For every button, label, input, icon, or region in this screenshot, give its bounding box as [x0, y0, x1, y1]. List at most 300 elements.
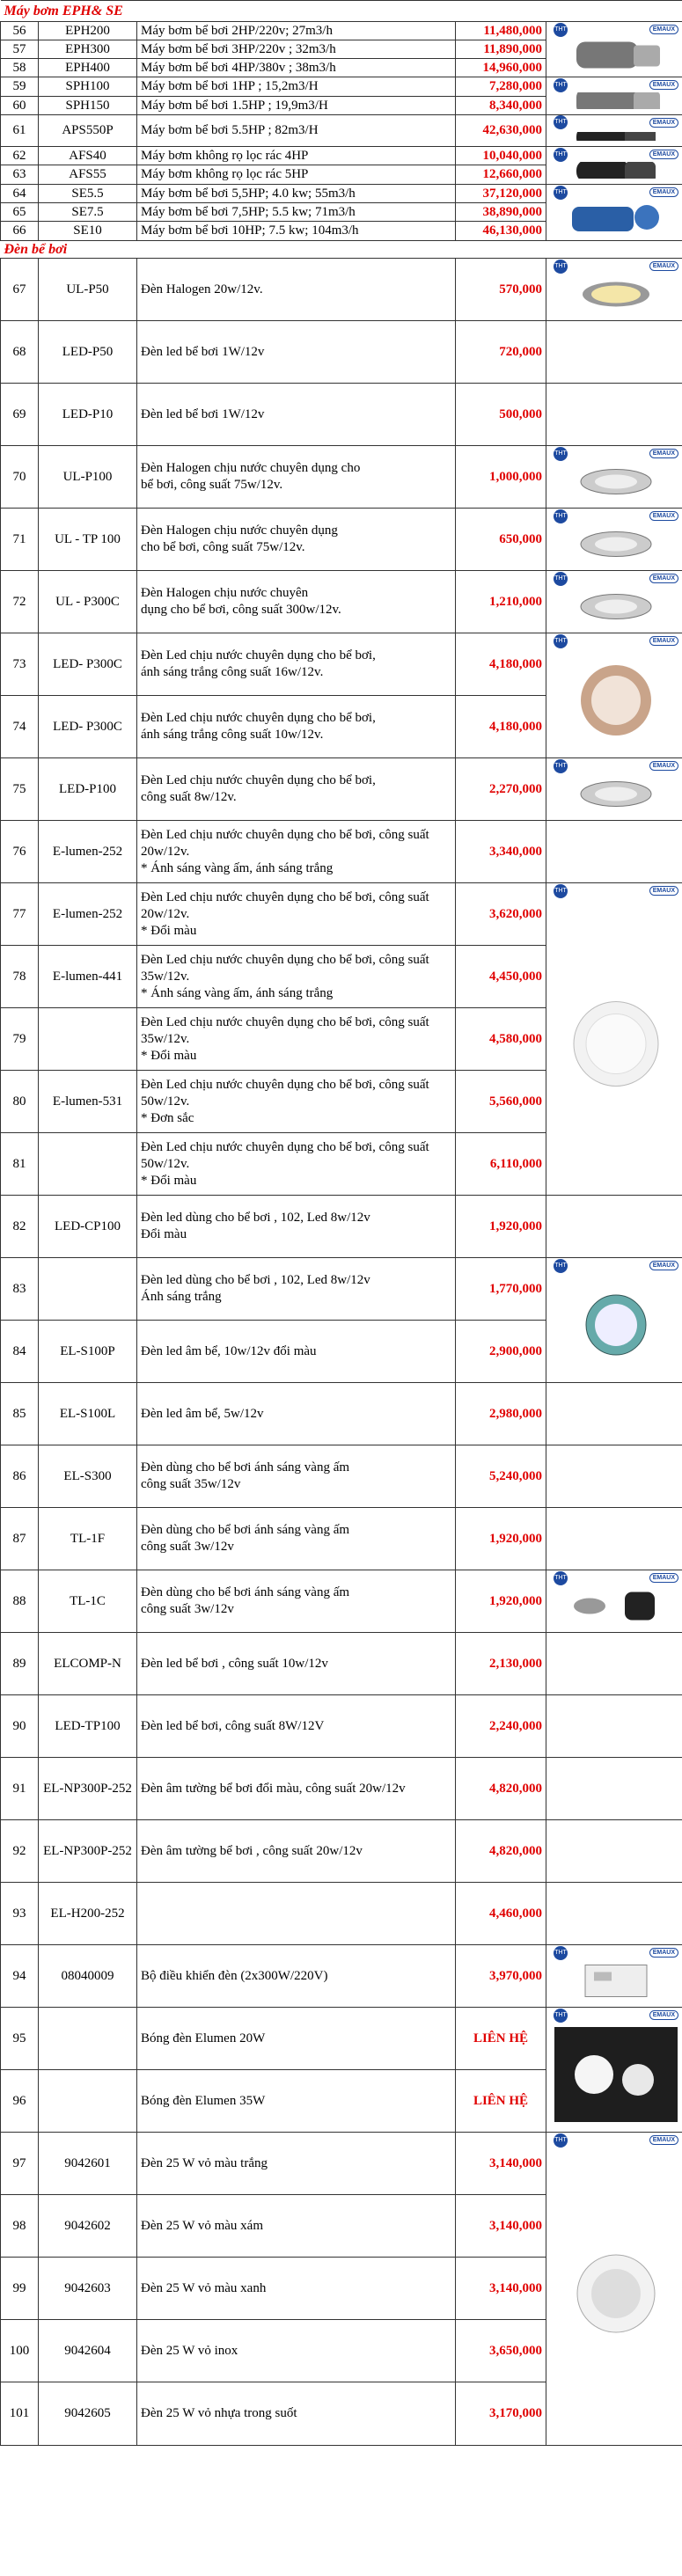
row-number: 89	[1, 1633, 39, 1695]
row-number: 92	[1, 1820, 39, 1883]
description-line: 20w/12v.	[141, 844, 190, 859]
table-row	[1, 633, 682, 696]
product-price: 11,890,000	[456, 40, 546, 59]
table-row	[1, 1508, 682, 1570]
light-copper-product-image	[550, 634, 682, 756]
product-description	[137, 883, 456, 946]
product-description: Máy bơm bể bơi 5,5HP; 4.0 kw; 55m3/h	[137, 185, 456, 203]
pump-grey-product-image	[550, 78, 682, 113]
pump-grey-illustration	[550, 92, 682, 109]
description-line: công suất 8w/12v.	[141, 790, 237, 804]
light-dome-illustration	[550, 274, 682, 315]
tht-logo: THT	[554, 2009, 568, 2023]
tht-logo: THT	[554, 884, 568, 898]
table-row	[1, 1820, 682, 1883]
brand-logos	[550, 634, 682, 648]
product-image-cell	[546, 1945, 682, 2008]
product-code: LED-CP100	[39, 1196, 137, 1258]
emaux-logo: EMAUX	[649, 886, 678, 896]
product-description: Máy bơm không rọ lọc rác 5HP	[137, 165, 456, 185]
row-number: 79	[1, 1008, 39, 1071]
product-description: Máy bơm bể bơi 2HP/220v; 27m3/h	[137, 22, 456, 40]
description-line: ánh sáng trắng công suất 16w/12v.	[141, 665, 324, 679]
product-image-cell	[546, 1633, 682, 1695]
description-line: Đèn Led chịu nước chuyên dụng cho bể bơi, công suất	[141, 827, 429, 842]
product-description	[137, 1258, 456, 1321]
description-line: 20w/12v.	[141, 906, 190, 921]
product-price: 5,560,000	[456, 1071, 546, 1133]
product-price: 4,580,000	[456, 1008, 546, 1071]
product-description	[137, 633, 456, 696]
product-price: 1,920,000	[456, 1570, 546, 1633]
product-code: SE7.5	[39, 203, 137, 222]
pump-grey-illustration	[550, 37, 682, 71]
emaux-logo: EMAUX	[649, 25, 678, 34]
product-code: SE10	[39, 222, 137, 241]
product-description	[137, 1321, 456, 1383]
table-row	[1, 384, 682, 446]
row-number: 65	[1, 203, 39, 222]
brand-logos	[550, 1946, 682, 1960]
description-line: Đèn led dùng cho bể bơi , 102, Led 8w/12v	[141, 1273, 370, 1287]
row-number: 58	[1, 59, 39, 77]
description-line: Đèn Led chịu nước chuyên dụng cho bể bơi,	[141, 773, 376, 787]
product-description	[137, 1071, 456, 1133]
product-price: 11,480,000	[456, 22, 546, 40]
table-row	[1, 115, 682, 147]
row-number: 75	[1, 758, 39, 821]
table-row	[1, 1695, 682, 1758]
section-header-row	[1, 241, 682, 259]
light-small-illustration	[550, 1585, 682, 1627]
tht-logo: THT	[554, 1946, 568, 1960]
row-number: 61	[1, 115, 39, 147]
table-row	[1, 1445, 682, 1508]
product-description	[137, 1820, 456, 1883]
product-description	[137, 758, 456, 821]
product-image-cell	[546, 22, 682, 77]
product-description	[137, 1383, 456, 1445]
product-code: 9042603	[39, 2258, 137, 2320]
description-line: Đèn Led chịu nước chuyên dụng cho bể bơi, công suất	[141, 889, 429, 904]
table-row	[1, 321, 682, 384]
product-description	[137, 321, 456, 384]
row-number: 85	[1, 1383, 39, 1445]
product-image-cell	[546, 1820, 682, 1883]
product-description	[137, 1633, 456, 1695]
product-image-cell	[546, 1883, 682, 1945]
product-price: 4,820,000	[456, 1758, 546, 1820]
light-white-product-image	[550, 884, 682, 1193]
product-price: 2,270,000	[456, 758, 546, 821]
product-code: 9042602	[39, 2195, 137, 2258]
tht-logo: THT	[554, 115, 568, 129]
product-code: EPH400	[39, 59, 137, 77]
product-price: 3,620,000	[456, 883, 546, 946]
product-price: 14,960,000	[456, 59, 546, 77]
tht-logo: THT	[554, 634, 568, 648]
product-code: UL-P50	[39, 259, 137, 321]
tht-logo: THT	[554, 23, 568, 37]
light-green-illustration	[550, 1273, 682, 1377]
table-row	[1, 1258, 682, 1321]
product-image-cell	[546, 1570, 682, 1633]
product-price: 4,450,000	[456, 946, 546, 1008]
product-code: LED- P300C	[39, 696, 137, 758]
row-number: 95	[1, 2008, 39, 2070]
product-price: 570,000	[456, 259, 546, 321]
row-number: 63	[1, 165, 39, 185]
row-number: 101	[1, 2382, 39, 2446]
product-code: E-lumen-441	[39, 946, 137, 1008]
light-ring-illustration	[550, 461, 682, 502]
light-ring-product-image	[550, 509, 682, 568]
product-code: TL-1C	[39, 1570, 137, 1633]
product-code: SE5.5	[39, 185, 137, 203]
row-number: 69	[1, 384, 39, 446]
emaux-logo: EMAUX	[649, 449, 678, 458]
table-row	[1, 147, 682, 165]
row-number: 64	[1, 185, 39, 203]
brand-logos	[550, 115, 682, 129]
product-image-cell	[546, 2008, 682, 2133]
product-image-cell	[546, 321, 682, 384]
emaux-logo: EMAUX	[649, 150, 678, 159]
light-ring-product-image	[550, 447, 682, 506]
brand-logos	[550, 2133, 682, 2148]
product-price: 42,630,000	[456, 115, 546, 147]
description-line: công suất 3w/12v	[141, 1540, 234, 1554]
description-line: công suất 35w/12v	[141, 1477, 241, 1491]
product-price: 5,240,000	[456, 1445, 546, 1508]
description-line: Đèn led bể bơi 1W/12v	[141, 344, 265, 359]
light-ring-illustration	[550, 523, 682, 565]
brand-logos	[550, 148, 682, 162]
product-price: 1,920,000	[456, 1196, 546, 1258]
product-image-cell	[546, 883, 682, 1196]
row-number: 60	[1, 97, 39, 115]
light-copper-illustration	[550, 648, 682, 752]
emaux-logo: EMAUX	[649, 118, 678, 128]
light-white-illustration	[550, 898, 682, 1189]
description-line: Đèn Halogen 20w/12v.	[141, 282, 263, 296]
row-number: 86	[1, 1445, 39, 1508]
description-line: Đèn 25 W vỏ màu xám	[141, 2218, 264, 2233]
tht-logo: THT	[554, 1571, 568, 1585]
description-line: Đèn Led chịu nước chuyên dụng cho bể bơi,	[141, 711, 376, 725]
product-price: 12,660,000	[456, 165, 546, 185]
emaux-logo: EMAUX	[649, 187, 678, 197]
product-price: 720,000	[456, 321, 546, 384]
product-code: 08040009	[39, 1945, 137, 2008]
pump-dark-product-image	[550, 115, 682, 130]
product-price: 46,130,000	[456, 222, 546, 241]
product-code: EL-S100P	[39, 1321, 137, 1383]
emaux-logo: EMAUX	[649, 2135, 678, 2145]
product-price: 10,040,000	[456, 147, 546, 165]
tht-logo: THT	[554, 2133, 568, 2148]
emaux-logo: EMAUX	[649, 1573, 678, 1583]
product-description	[137, 384, 456, 446]
product-code: AFS55	[39, 165, 137, 185]
table-row	[1, 571, 682, 633]
light-25w-product-image	[550, 2133, 682, 2443]
product-price: 650,000	[456, 509, 546, 571]
row-number: 72	[1, 571, 39, 633]
emaux-logo: EMAUX	[649, 2010, 678, 2020]
brand-logos	[550, 509, 682, 523]
description-line: 35w/12v.	[141, 1031, 190, 1046]
table-row	[1, 1196, 682, 1258]
product-image-cell	[546, 1695, 682, 1758]
product-price: 4,180,000	[456, 696, 546, 758]
product-description	[137, 1758, 456, 1820]
product-price: 2,980,000	[456, 1383, 546, 1445]
description-line: Đèn Halogen chịu nước chuyên dụng	[141, 523, 338, 538]
table-row	[1, 77, 682, 97]
product-image-cell	[546, 633, 682, 758]
description-line: công suất 3w/12v	[141, 1602, 234, 1616]
controller-illustration	[550, 1960, 682, 2002]
row-number: 82	[1, 1196, 39, 1258]
light-ring-illustration	[550, 586, 682, 627]
product-price: 1,920,000	[456, 1508, 546, 1570]
table-row	[1, 446, 682, 509]
description-line: Đèn 25 W vỏ màu xanh	[141, 2280, 267, 2295]
tht-logo: THT	[554, 186, 568, 200]
product-price: 37,120,000	[456, 185, 546, 203]
light-ring-illustration	[550, 773, 682, 815]
tht-logo: THT	[554, 447, 568, 461]
brand-logos	[550, 260, 682, 274]
light-25w-illustration	[550, 2148, 682, 2440]
product-description	[137, 1883, 456, 1945]
product-description	[137, 259, 456, 321]
product-image-cell	[546, 185, 682, 241]
row-number: 91	[1, 1758, 39, 1820]
product-description: Máy bơm bể bơi 1.5HP ; 19,9m3/H	[137, 97, 456, 115]
light-dome-product-image	[550, 260, 682, 318]
product-price: 1,000,000	[456, 446, 546, 509]
row-number: 100	[1, 2320, 39, 2382]
table-row	[1, 1758, 682, 1820]
row-number: 93	[1, 1883, 39, 1945]
description-line: Đổi màu	[141, 1227, 187, 1241]
row-number: 70	[1, 446, 39, 509]
product-description	[137, 1695, 456, 1758]
row-number: 96	[1, 2070, 39, 2133]
tht-logo: THT	[554, 78, 568, 92]
product-code	[39, 2070, 137, 2133]
description-line: Đèn Halogen chịu nước chuyên dụng cho	[141, 461, 361, 475]
description-line: 50w/12v.	[141, 1094, 190, 1109]
product-price: 2,900,000	[456, 1321, 546, 1383]
row-number: 88	[1, 1570, 39, 1633]
tht-logo: THT	[554, 1259, 568, 1273]
product-image-cell	[546, 1758, 682, 1820]
brand-logos	[550, 23, 682, 37]
description-line: Bóng đèn Elumen 20W	[141, 2031, 266, 2045]
product-description: Máy bơm bể bơi 3HP/220v ; 32m3/h	[137, 40, 456, 59]
description-line: Đèn Led chịu nước chuyên dụng cho bể bơi, công suất	[141, 1139, 429, 1154]
product-description	[137, 2320, 456, 2382]
section-header-row	[1, 1, 682, 22]
description-line: Đèn Led chịu nước chuyên dụng cho bể bơi, công suất	[141, 1014, 429, 1029]
product-code: APS550P	[39, 115, 137, 147]
emaux-logo: EMAUX	[649, 761, 678, 771]
description-line: Đèn led bể bơi 1W/12v	[141, 406, 265, 421]
product-description	[137, 1570, 456, 1633]
product-price: 3,970,000	[456, 1945, 546, 2008]
product-image-cell	[546, 115, 682, 147]
table-row	[1, 509, 682, 571]
product-price: 3,170,000	[456, 2382, 546, 2446]
description-line: Đèn dùng cho bể bơi ánh sáng vàng ấm	[141, 1585, 350, 1599]
product-price: 3,140,000	[456, 2258, 546, 2320]
description-line: 50w/12v.	[141, 1156, 190, 1171]
description-line: 35w/12v.	[141, 969, 190, 984]
emaux-logo: EMAUX	[649, 636, 678, 646]
product-code: EL-NP300P-252	[39, 1758, 137, 1820]
table-row	[1, 2008, 682, 2070]
row-number: 56	[1, 22, 39, 40]
pump-blue-product-image	[550, 186, 682, 238]
emaux-logo: EMAUX	[649, 1948, 678, 1958]
product-price: 500,000	[456, 384, 546, 446]
product-code: SPH150	[39, 97, 137, 115]
row-number: 83	[1, 1258, 39, 1321]
product-code: EPH300	[39, 40, 137, 59]
section-title: Máy bơm EPH& SE	[1, 1, 682, 22]
description-line: Đèn led âm bể, 10w/12v đổi màu	[141, 1343, 317, 1358]
emaux-logo: EMAUX	[649, 511, 678, 521]
row-number: 74	[1, 696, 39, 758]
product-image-cell	[546, 1383, 682, 1445]
description-line: ánh sáng trắng công suất 10w/12v.	[141, 728, 324, 742]
description-line: Đèn led bể bơi , công suất 10w/12v	[141, 1656, 328, 1671]
pump-grey-product-image	[550, 23, 682, 75]
product-code	[39, 1008, 137, 1071]
description-line: Đèn dùng cho bể bơi ánh sáng vàng ấm	[141, 1460, 350, 1475]
row-number: 57	[1, 40, 39, 59]
description-line: Đèn dùng cho bể bơi ánh sáng vàng ấm	[141, 1523, 350, 1537]
product-description: Máy bơm bể bơi 7,5HP; 5.5 kw; 71m3/h	[137, 203, 456, 222]
product-code: EL-S100L	[39, 1383, 137, 1445]
row-number: 77	[1, 883, 39, 946]
description-line: Đèn 25 W vỏ nhựa trong suốt	[141, 2406, 297, 2420]
product-code: ELCOMP-N	[39, 1633, 137, 1695]
description-line: * Đổi màu	[141, 1173, 197, 1188]
row-number: 71	[1, 509, 39, 571]
product-code: LED- P300C	[39, 633, 137, 696]
product-code: EL-H200-252	[39, 1883, 137, 1945]
brand-logos	[550, 572, 682, 586]
product-description	[137, 2195, 456, 2258]
product-image-cell	[546, 259, 682, 321]
product-image-cell	[546, 758, 682, 821]
product-description	[137, 2070, 456, 2133]
product-description	[137, 571, 456, 633]
product-description	[137, 446, 456, 509]
product-code: AFS40	[39, 147, 137, 165]
tht-logo: THT	[554, 509, 568, 523]
table-row	[1, 1633, 682, 1695]
product-code: UL - P300C	[39, 571, 137, 633]
product-code	[39, 1133, 137, 1196]
product-description	[137, 2133, 456, 2195]
product-image-cell	[546, 1508, 682, 1570]
tht-logo: THT	[554, 148, 568, 162]
light-green-product-image	[550, 1259, 682, 1380]
pump-blue-illustration	[550, 200, 682, 235]
row-number: 66	[1, 222, 39, 241]
product-price: 1,770,000	[456, 1258, 546, 1321]
product-code: 9042605	[39, 2382, 137, 2446]
brand-logos	[550, 1571, 682, 1585]
row-number: 80	[1, 1071, 39, 1133]
table-row	[1, 883, 682, 946]
pump-dark-illustration	[550, 132, 682, 141]
product-description	[137, 1508, 456, 1570]
row-number: 78	[1, 946, 39, 1008]
description-line: Đèn led âm bể, 5w/12v	[141, 1406, 264, 1421]
bulbs-product-image	[550, 2009, 682, 2130]
section-title: Đèn bể bơi	[1, 241, 682, 259]
product-price: 3,140,000	[456, 2195, 546, 2258]
product-code	[39, 2008, 137, 2070]
emaux-logo: EMAUX	[649, 574, 678, 583]
row-number: 68	[1, 321, 39, 384]
product-image-cell	[546, 2133, 682, 2446]
row-number: 94	[1, 1945, 39, 2008]
product-price: 8,340,000	[456, 97, 546, 115]
product-description	[137, 696, 456, 758]
row-number: 98	[1, 2195, 39, 2258]
row-number: 84	[1, 1321, 39, 1383]
product-description	[137, 2382, 456, 2446]
row-number: 76	[1, 821, 39, 883]
table-row	[1, 821, 682, 883]
product-price: 4,180,000	[456, 633, 546, 696]
description-line: Đèn Halogen chịu nước chuyên	[141, 586, 309, 600]
description-line: * Đổi màu	[141, 923, 197, 938]
brand-logos	[550, 2009, 682, 2023]
description-line: dụng cho bể bơi, công suất 300w/12v.	[141, 603, 341, 617]
description-line: Đèn 25 W vỏ màu trắng	[141, 2155, 268, 2170]
table-row	[1, 1883, 682, 1945]
product-image-cell	[546, 571, 682, 633]
product-description: Máy bơm bể bơi 10HP; 7.5 kw; 104m3/h	[137, 222, 456, 241]
product-description: Máy bơm không rọ lọc rác 4HP	[137, 147, 456, 165]
tht-logo: THT	[554, 260, 568, 274]
table-row	[1, 259, 682, 321]
product-code: LED-TP100	[39, 1695, 137, 1758]
product-description	[137, 821, 456, 883]
product-code: E-lumen-531	[39, 1071, 137, 1133]
product-description: Máy bơm bể bơi 5.5HP ; 82m3/H	[137, 115, 456, 147]
controller-product-image	[550, 1946, 682, 2005]
product-description	[137, 1196, 456, 1258]
table-row	[1, 758, 682, 821]
product-price: 6,110,000	[456, 1133, 546, 1196]
table-row	[1, 1383, 682, 1445]
product-image-cell	[546, 1258, 682, 1383]
brand-logos	[550, 186, 682, 200]
product-price: 2,240,000	[456, 1695, 546, 1758]
brand-logos	[550, 759, 682, 773]
product-description	[137, 1445, 456, 1508]
product-code: EL-NP300P-252	[39, 1820, 137, 1883]
